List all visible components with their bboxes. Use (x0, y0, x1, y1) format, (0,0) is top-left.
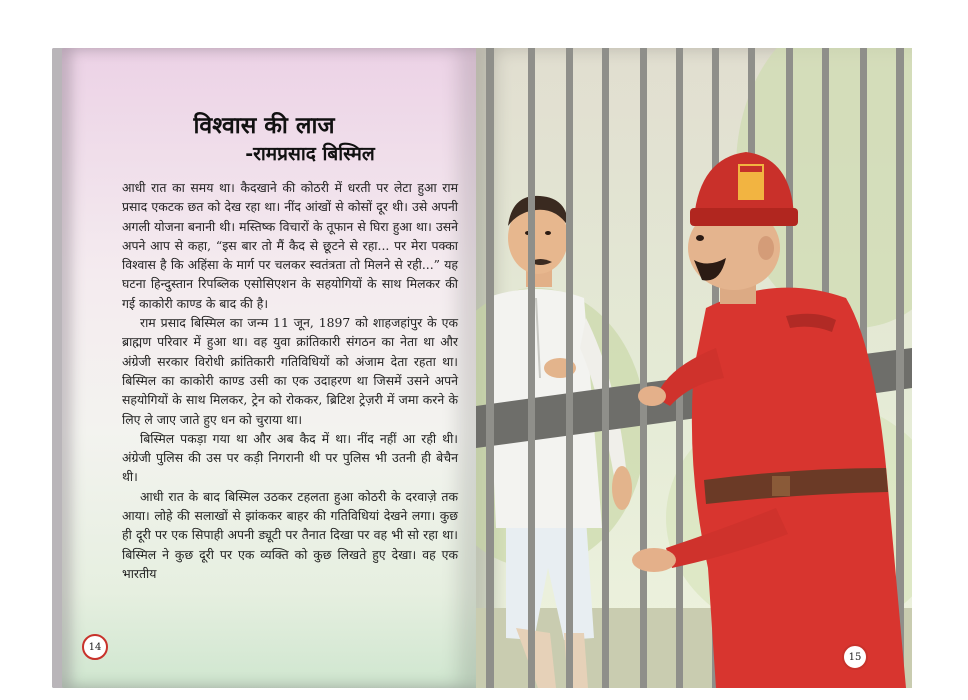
paragraph: आधी रात के बाद बिस्मिल उठकर टहलता हुआ कोठरी के दरवाज़े तक आया। लोहे की सलाखों से झांककर बाहर की गतिविधियां देखने लगा। कुछ ही दूरी पर एक सिपाही अपनी ड्यूटी पर तैनात दिखा पर वह भी सो रहा था। बिस्मिल ने कुछ दूरी पर एक व्यक्ति को कुछ लिखते हुए देखा। वह एक भारतीय (122, 488, 458, 581)
story-title: विश्वास की लाज (193, 113, 335, 139)
paragraph: राम प्रसाद बिस्मिल का जन्म 11 जून, 1897 को शाहजहांपुर के एक ब्राह्मण परिवार में हुआ था। वह युवा क्रांतिकारी संगठन का नेता था और अंग्रेजी सरकार विरोधी क्रांतिकारी गतिविधियों को अंजाम देता रहता था। बिस्मिल का काकोरी काण्ड उसी का एक उदाहरण था जिसमें उसने अपने सहयोगियों के साथ मिलकर, ट्रेन को रोककर, ब्रिटिश ट्रेज़री में जमा करने के लिए ले जाए जाते हुए धन को चुराया था। (122, 315, 458, 427)
paragraph: बिस्मिल पकड़ा गया था और अब कैद में था। नींद नहीं आ रही थी। अंग्रेजी पुलिस की उस पर कड़ी निगरानी थी पर पुलिस भी उतनी ही बेचैन थी। (122, 430, 458, 485)
page-number-right: 15 (842, 644, 868, 670)
jail-scene-illustration (476, 48, 912, 688)
paragraph: आधी रात का समय था। कैदखाने की कोठरी में धरती पर लेटा हुआ राम प्रसाद एकटक छत को देख रहा था। नींद आंखों से कोसों दूर थी। उसे अपनी अगली योजना बनानी थी। मस्तिष्क विचारों के तूफान से घिरा हुआ था। उसने अपने आप से कहा, “इस बार तो मैं कैद से छूटने से रहा... पर मेरा पक्का विश्वास है कि अहिंसा के मार्ग पर चलकर स्वतंत्रता तो मिलने से रही...” यह घटना हिन्दुस्तान रिपब्लिक एसोसिएशन के सहयोगियों के साथ मिलकर की गई काकोरी काण्ड के बाद की है। (122, 180, 458, 311)
left-page (52, 48, 476, 688)
story-author: -रामप्रसाद बिस्मिल (245, 143, 375, 165)
story-text (122, 178, 458, 583)
page-number-left: 14 (82, 634, 108, 660)
open-book (52, 48, 912, 688)
illustration-page (476, 48, 912, 688)
